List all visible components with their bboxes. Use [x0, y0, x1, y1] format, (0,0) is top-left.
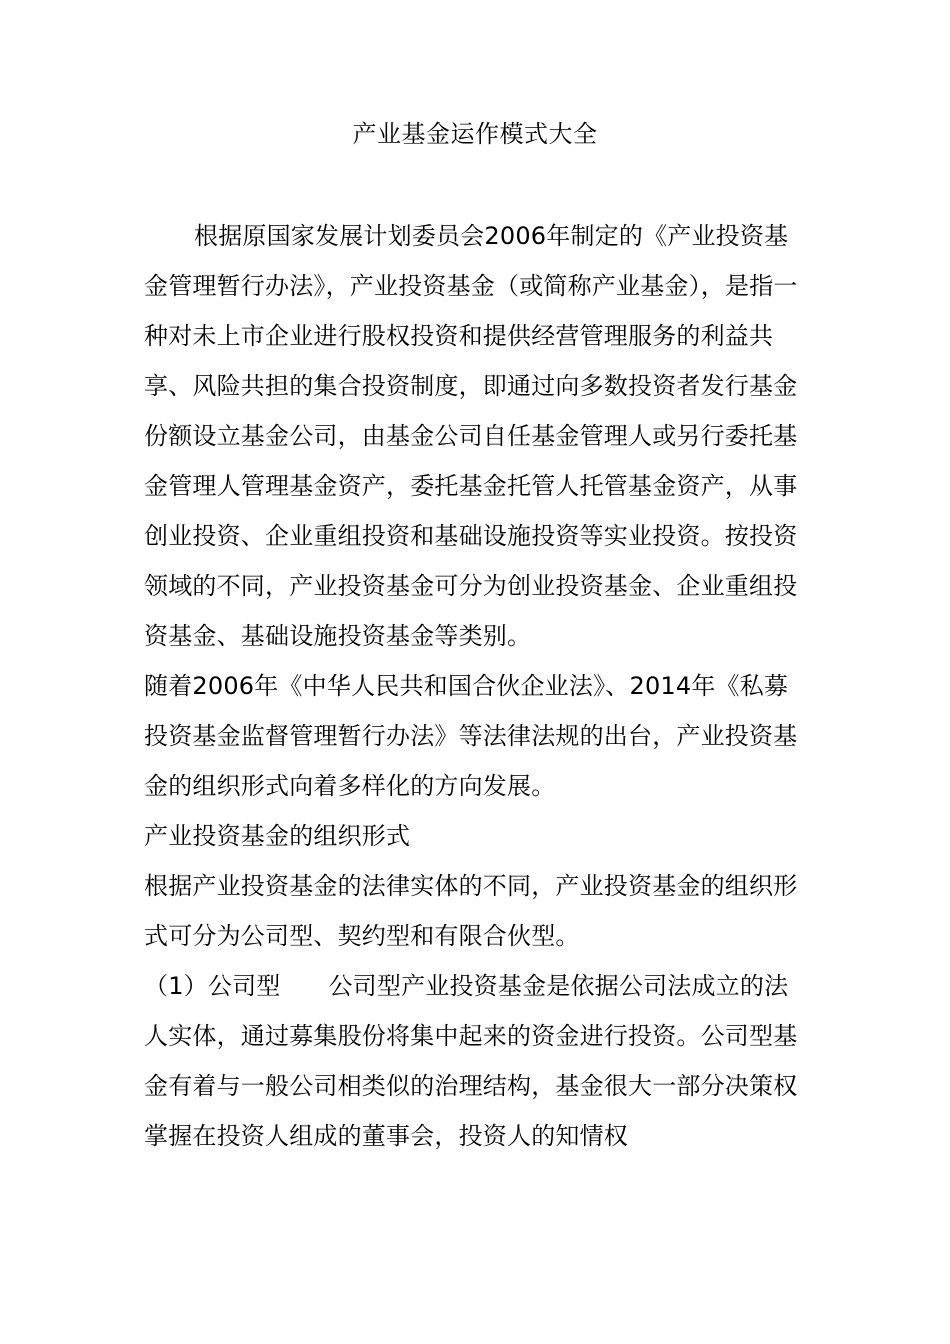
paragraph-laws: 随着2006年《中华人民共和国合伙企业法》、2014年《私募投资基金监督管理暂行办法》等法律法规的出台，产业投资基金的组织形式向着多样化的方向发展。 — [144, 672, 798, 800]
paragraph-organization-types: 根据产业投资基金的法律实体的不同，产业投资基金的组织形式可分为公司型、契约型和有限合伙型。 — [144, 872, 798, 950]
section-heading-organization: 产业投资基金的组织形式 — [144, 822, 411, 850]
company-type-text: 公司型产业投资基金是依据公司法成立的法人实体，通过募集股份将集中起来的资金进行投资。公司型基金有着与一般公司相类似的治理结构，基金很大一部分决策权掌握在投资人组成的董事会，投资人的知情权 — [144, 972, 798, 1150]
company-type-heading: （1）公司型 — [144, 972, 281, 1000]
paragraph-company-type — [144, 961, 806, 1161]
document-title: 产业基金运作模式大全 — [352, 120, 598, 148]
document-body — [144, 211, 806, 1161]
paragraph-definition: 根据原国家发展计划委员会2006年制定的《产业投资基金管理暂行办法》，产业投资基金（或简称产业基金），是指一种对未上市企业进行股权投资和提供经营管理服务的利益共享、风险共担的集合投资制度，即通过向多数投资者发行基金份额设立基金公司，由基金公司自任基金管理人或另行委托基金管理人管理基金资产，委托基金托管人托管基金资产，从事创业投资、企业重组投资和基础设施投资等实业投资。按投资领域的不同，产业投资基金可分为创业投资基金、企业重组投资基金、基础设施投资基金等类别。 — [144, 222, 798, 650]
